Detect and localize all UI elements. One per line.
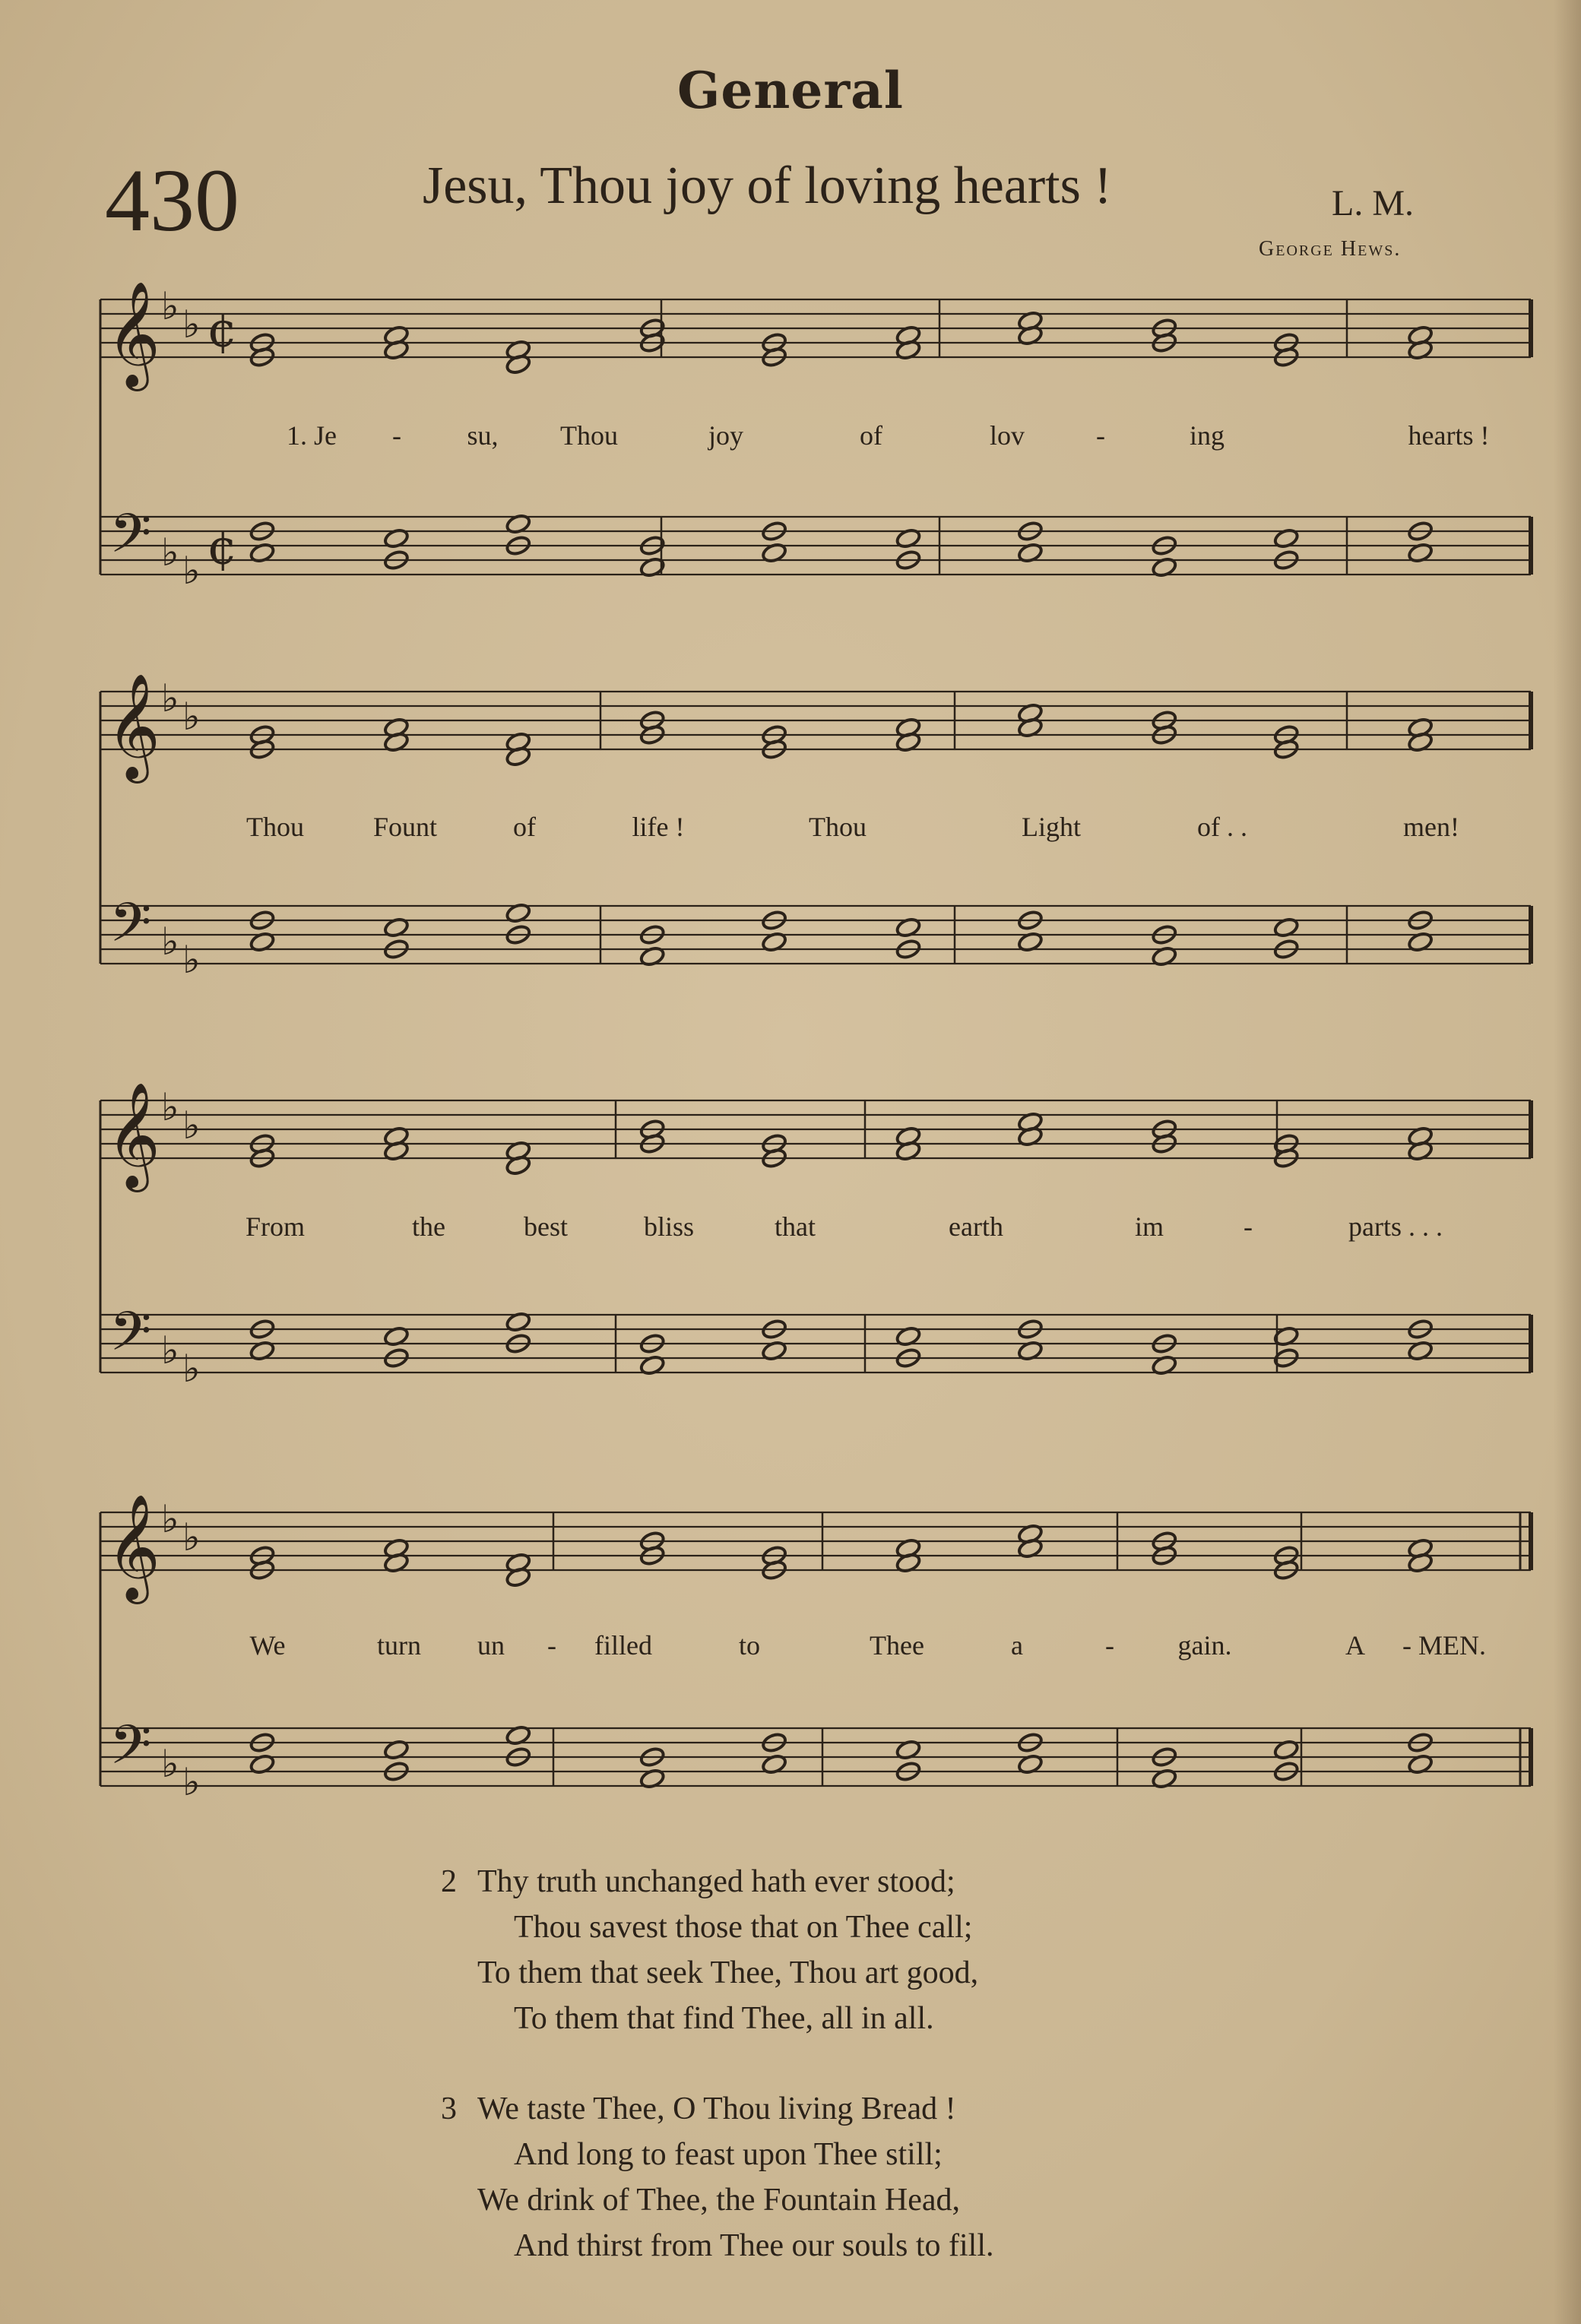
cut-time-icon: ¢ xyxy=(207,302,238,359)
flat-icon: ♭ xyxy=(161,284,179,328)
lyric-syllable: of . . xyxy=(1197,812,1247,842)
flat-icon: ♭ xyxy=(182,1760,201,1804)
flat-icon: ♭ xyxy=(161,1328,179,1373)
lyric-syllable: of xyxy=(513,812,536,842)
lyric-syllable: of xyxy=(860,420,882,451)
lyric-syllable: parts . . . xyxy=(1348,1211,1443,1242)
lyric-syllable: life ! xyxy=(632,812,685,842)
verse-line: We drink of Thee, the Fountain Head, xyxy=(477,2183,961,2218)
treble-clef-icon: 𝄞 xyxy=(106,1494,160,1600)
treble-clef-icon: 𝄞 xyxy=(106,673,160,779)
flat-icon: ♭ xyxy=(161,1497,179,1541)
lyric-syllable: ing xyxy=(1189,420,1225,451)
verse-text: Thy truth unchanged hath ever stood; xyxy=(477,1864,955,1899)
lyric-syllable: Thee xyxy=(870,1630,924,1661)
lyric-syllable: A xyxy=(1345,1630,1365,1661)
lyric-syllable: Thou xyxy=(560,420,618,451)
flat-icon: ♭ xyxy=(161,1085,179,1129)
treble-clef-icon: 𝄞 xyxy=(106,1082,160,1188)
lyric-syllable: a xyxy=(1011,1630,1023,1661)
lyric-syllable: bliss xyxy=(643,1211,695,1242)
lyric-syllable: - xyxy=(547,1630,556,1661)
hymn-number: 430 xyxy=(105,150,239,250)
lyric-syllable: men! xyxy=(1403,812,1459,842)
lyric-syllable: gain. xyxy=(1177,1630,1232,1661)
flat-icon: ♭ xyxy=(182,695,201,739)
verse-line: To them that find Thee, all in all. xyxy=(514,2001,934,2036)
hymn-composer: George Hews. xyxy=(1259,237,1402,261)
lyric-syllable: joy xyxy=(708,420,744,451)
flat-icon: ♭ xyxy=(161,676,179,720)
hymn-title: Jesu, Thou joy of loving hearts ! xyxy=(423,157,1112,215)
flat-icon: ♭ xyxy=(161,530,179,575)
lyric-syllable: Light xyxy=(1022,812,1081,842)
verse-text: We taste Thee, O Thou living Bread ! xyxy=(477,2091,956,2126)
lyric-syllable: - xyxy=(1105,1630,1114,1661)
lyric-syllable: - xyxy=(1096,420,1105,451)
lyric-syllable: - xyxy=(1244,1211,1253,1242)
lyric-syllable: im xyxy=(1134,1211,1164,1242)
verse-2 xyxy=(441,1859,978,2041)
bass-clef-icon: 𝄢 xyxy=(109,891,152,967)
lyric-syllable: best xyxy=(524,1211,568,1242)
flat-icon: ♭ xyxy=(182,549,201,593)
bass-clef-icon: 𝄢 xyxy=(109,1714,152,1790)
lyric-syllable: un xyxy=(477,1630,505,1661)
flat-icon: ♭ xyxy=(182,938,201,982)
lyric-syllable: the xyxy=(412,1211,445,1242)
lyric-syllable: 1. Je xyxy=(287,420,337,451)
lyric-syllable: - xyxy=(392,420,401,451)
flat-icon: ♭ xyxy=(182,1515,201,1559)
lyric-syllable: Thou xyxy=(246,812,304,842)
verse-number: 2 xyxy=(441,1864,457,1899)
lyric-syllable: lov xyxy=(989,420,1025,451)
lyric-syllable: turn xyxy=(377,1630,421,1661)
lyric-syllable: that xyxy=(775,1211,816,1242)
flat-icon: ♭ xyxy=(161,920,179,964)
verse-line: And long to feast upon Thee still; xyxy=(514,2137,943,2172)
bass-clef-icon: 𝄢 xyxy=(109,1300,152,1376)
hymn-meter: L. M. xyxy=(1332,183,1414,223)
lyric-syllable: su, xyxy=(467,420,499,451)
verse-3 xyxy=(441,2086,994,2269)
flat-icon: ♭ xyxy=(182,302,201,347)
lyric-syllable: From xyxy=(245,1211,306,1242)
lyric-syllable: earth xyxy=(949,1211,1003,1242)
bass-clef-icon: 𝄢 xyxy=(109,502,152,578)
lyric-syllable: filled xyxy=(594,1630,652,1661)
flat-icon: ♭ xyxy=(182,1347,201,1391)
verse-line: And thirst from Thee our souls to fill. xyxy=(514,2228,994,2263)
lyric-syllable: Thou xyxy=(809,812,867,842)
flat-icon: ♭ xyxy=(161,1742,179,1786)
treble-clef-icon: 𝄞 xyxy=(106,281,160,387)
lyric-syllable: Fount xyxy=(372,812,438,842)
verse-line: To them that seek Thee, Thou art good, xyxy=(477,1955,979,1990)
section-title: General xyxy=(677,61,904,120)
verse-number: 3 xyxy=(441,2091,457,2126)
verse-line xyxy=(441,2086,994,2132)
lyric-syllable: We xyxy=(249,1630,286,1661)
lyric-syllable: hearts ! xyxy=(1408,420,1490,451)
cut-time-icon: ¢ xyxy=(207,520,238,576)
verse-line xyxy=(441,1859,978,1904)
verse-line: Thou savest those that on Thee call; xyxy=(514,1910,973,1945)
lyric-syllable: to xyxy=(738,1630,761,1661)
lyric-syllable: - MEN. xyxy=(1402,1630,1486,1661)
flat-icon: ♭ xyxy=(182,1103,201,1148)
